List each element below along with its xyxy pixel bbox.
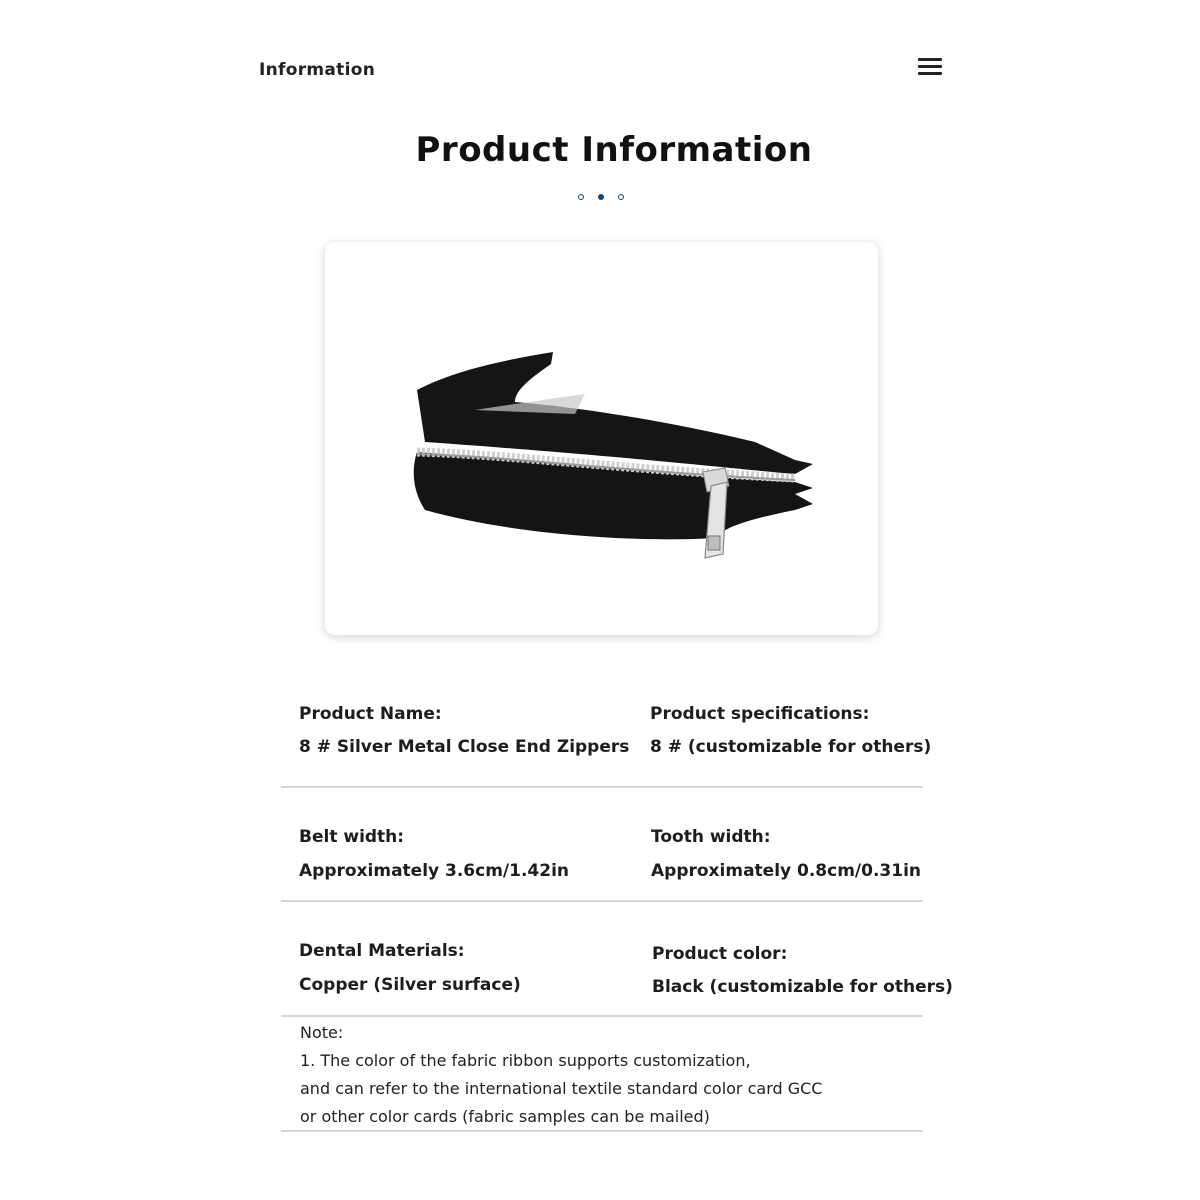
spec-label-product-name: Product Name: xyxy=(299,704,442,724)
carousel-dot[interactable] xyxy=(578,194,584,200)
note-line: or other color cards (fabric samples can be mailed) xyxy=(300,1107,710,1126)
spec-label-belt-width: Belt width: xyxy=(299,827,405,847)
divider xyxy=(281,900,923,902)
spec-value-product-name: 8 # Silver Metal Close End Zippers xyxy=(299,737,630,757)
spec-label-product-specifications: Product specifications: xyxy=(650,704,870,724)
spec-value-product-color: Black (customizable for others) xyxy=(652,977,953,997)
spec-label-product-color: Product color: xyxy=(652,944,788,964)
carousel-dot[interactable] xyxy=(618,194,624,200)
note-line: and can refer to the international textile standard color card GCC xyxy=(300,1079,823,1098)
hamburger-menu-icon[interactable] xyxy=(916,54,944,80)
note-line: 1. The color of the fabric ribbon supports customization, xyxy=(300,1051,751,1070)
spec-value-belt-width: Approximately 3.6cm/1.42in xyxy=(299,861,570,881)
note-heading: Note: xyxy=(300,1023,344,1042)
spec-value-product-specifications: 8 # (customizable for others) xyxy=(650,737,932,757)
carousel-indicator xyxy=(576,192,626,204)
divider xyxy=(281,1130,923,1132)
spec-label-tooth-width: Tooth width: xyxy=(651,827,771,847)
divider xyxy=(281,786,923,788)
spec-value-tooth-width: Approximately 0.8cm/0.31in xyxy=(651,861,922,881)
header-title: Information xyxy=(259,60,376,80)
carousel-dot-active[interactable] xyxy=(598,194,604,200)
spec-value-dental-materials: Copper (Silver surface) xyxy=(299,975,521,995)
product-image-card xyxy=(325,242,878,635)
spec-label-dental-materials: Dental Materials: xyxy=(299,941,465,961)
zipper-image xyxy=(325,242,878,635)
divider xyxy=(281,1015,923,1017)
page-title: Product Information xyxy=(415,130,813,170)
